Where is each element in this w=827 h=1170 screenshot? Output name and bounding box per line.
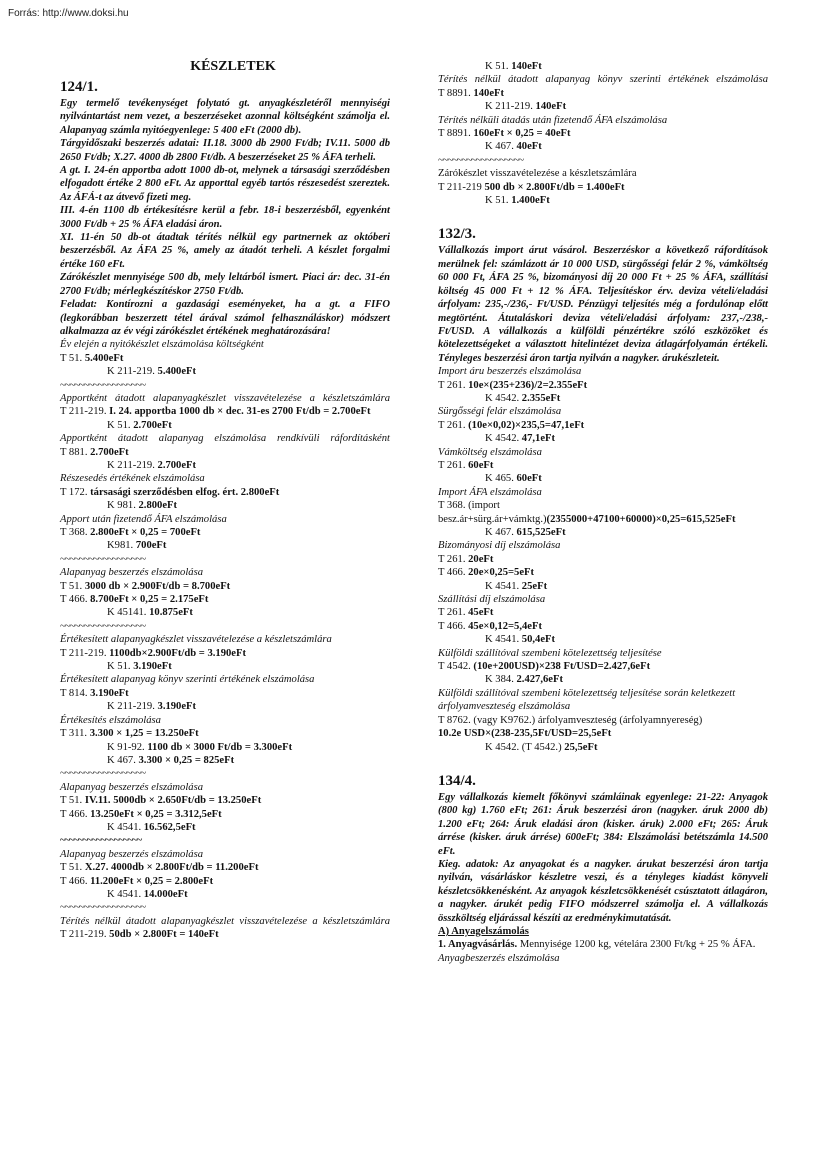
credit-entry [60, 365, 390, 378]
credit-entry [438, 526, 768, 539]
account-code: K 211-219. [107, 701, 158, 713]
account-code: T 311. [60, 728, 90, 740]
account-code: T 261. [438, 607, 469, 619]
amount: 2.800eFt [138, 500, 178, 512]
account-code: T 466. [438, 620, 469, 632]
debit-entry [60, 727, 390, 740]
amount: 20e×0,25=5eFt [468, 567, 535, 579]
account-code: K 51. [107, 661, 134, 673]
amount: 45eFt [468, 607, 494, 619]
debit-entry [60, 647, 390, 660]
amount: 2.700eFt [157, 459, 197, 471]
amount: 1100db×2.900Ft/db = 3.190eFt [109, 647, 246, 659]
amount: 3.190eFt [133, 661, 172, 673]
entry-description: Bizományosi díj elszámolása [438, 540, 561, 552]
debit-entry [438, 181, 768, 194]
account-code: K 4541. [107, 821, 144, 833]
debit-entry [60, 687, 390, 700]
separator: ~~~~~~~~~~~~~~~~~~ [60, 553, 146, 565]
account-code: K 384. [485, 674, 517, 686]
entry-description: Apportként átadott alapanyag elszámolása rendkívüli ráfordításként [60, 433, 390, 445]
entry-description: Részesedés értékének elszámolása [60, 473, 205, 485]
amount: 700eFt [135, 540, 167, 552]
amount: 3.300 × 0,25 = 825eFt [138, 754, 235, 766]
credit-entry [60, 741, 390, 754]
amount: 3.190eFt [157, 701, 197, 713]
entry-description: Térítés nélküli átadás után fizetendő ÁFA elszámolása [438, 114, 668, 126]
amount: 160eFt × 0,25 = 40eFt [473, 128, 571, 140]
debit-entry [60, 593, 390, 606]
amount: 50,4eFt [521, 634, 556, 646]
account-code: T 211-219. [60, 929, 110, 941]
debit-entry [60, 580, 390, 593]
entry-description: Alapanyag beszerzés elszámolása [60, 567, 204, 579]
amount: Mennyisége 1200 kg, vételára 2300 Ft/kg + 25 % ÁFA. [517, 939, 756, 951]
separator: ~~~~~~~~~~~~~~~~~~ [60, 620, 146, 632]
amount: 47,1eFt [521, 433, 556, 445]
entry-description: Térítés nélkül átadott alapanyag könyv szerinti értékének elszámolása [438, 74, 768, 86]
amount: 140eFt [535, 101, 567, 113]
exercise-number: 124/1. [60, 79, 98, 95]
account-code: T 51. [60, 795, 85, 807]
amount: 25,5eFt [564, 741, 598, 753]
entry-description: Térítés nélkül átadott alapanyagkészlet visszavételezése a készletszámlára [60, 915, 390, 927]
task-paragraph: XI. 11-én 50 db-ot átadtak térítés nélkül egy partnernek az októberi beszerzésből. Az ÁFA 25 %, amely az átadót terheli. A készlet forgalmi értéke 160 eFt. [60, 232, 390, 270]
bold-line: 10.2e USD×(238-235,5Ft/USD=25,5eFt [438, 728, 612, 740]
entry-description: Apportként átadott alapanyagkészlet visszavételezése a készletszámlára [60, 392, 390, 404]
account-code: T 172. [60, 486, 91, 498]
account-code: K 51. [107, 419, 134, 431]
account-code: K 4541. [107, 888, 144, 900]
debit-entry [438, 513, 768, 526]
account-code: K 4542. [485, 433, 522, 445]
debit-entry [438, 620, 768, 633]
account-code: K 211-219. [107, 459, 158, 471]
entry-description: Sürgősségi felár elszámolása [438, 406, 562, 418]
account-code: 1. Anyagvásárlás. [438, 939, 518, 951]
amount: I. 24. apportba 1000 db × dec. 31-es 2700 Ft/db = 2.700eFt [109, 406, 371, 418]
amount: (10e+200USD)×238 Ft/USD=2.427,6eFt [473, 661, 651, 673]
debit-entry [60, 861, 390, 874]
debit-entry [60, 794, 390, 807]
account-code: T 211-219 [438, 181, 485, 193]
entry-description: Import ÁFA elszámolása [438, 486, 542, 498]
account-code: K 465. [485, 473, 517, 485]
account-code: T 261. [438, 553, 469, 565]
account-code: T 261. [438, 419, 469, 431]
entry-description: Alapanyag beszerzés elszámolása [60, 781, 204, 793]
amount: 8.700eFt × 0,25 = 2.175eFt [90, 594, 209, 606]
credit-entry [438, 673, 768, 686]
entry-description: Értékesítés elszámolása [60, 714, 161, 726]
amount: 140eFt [511, 61, 542, 72]
amount: 60eFt [516, 473, 542, 485]
credit-entry [60, 888, 390, 901]
source-url: Forrás: http://www.doksi.hu [8, 8, 129, 19]
amount: 2.427,6eFt [516, 674, 563, 686]
section-heading: A) Anyagelszámolás [438, 925, 529, 937]
account-code: K 981. [107, 500, 139, 512]
text-line: T 368. (import [438, 500, 500, 512]
task-paragraph: A gt. I. 24-én apportba adott 1000 db-ot, melynek a társasági szerződésben elfogadott értéke 2 800 eFt. Az apporttal egyéb tartós részesedést szereztek. Az ÁFÁ-t az átvevő fizeti meg. [60, 165, 390, 203]
account-code: T 51. [60, 580, 85, 592]
account-code: T 466. [438, 567, 469, 579]
account-code: K 4542. [485, 392, 522, 404]
account-code: K 45141. [107, 607, 150, 619]
debit-entry [438, 553, 768, 566]
debit-entry [60, 486, 390, 499]
account-code: T 51. [60, 862, 85, 874]
credit-entry [438, 100, 768, 113]
entry-description: Szállítási díj elszámolása [438, 594, 546, 606]
credit-entry [60, 499, 390, 512]
debit-entry [438, 127, 768, 140]
account-code: T 466. [60, 594, 91, 606]
account-code: besz.ár+sürg.ár+vámktg.) [438, 513, 547, 525]
text-line: Zárókészlet visszavételezése a készletszámlára [438, 168, 637, 180]
amount: 3.300 × 1,25 = 13.250eFt [89, 728, 199, 740]
account-code: K 91-92. [107, 741, 148, 753]
amount: 5.400eFt [84, 352, 124, 364]
credit-entry [438, 194, 768, 207]
amount: 2.355eFt [521, 392, 561, 404]
amount: 10e×(235+236)/2=2.355eFt [468, 379, 588, 391]
amount: 3.190eFt [90, 687, 129, 699]
debit-entry [60, 405, 390, 418]
account-code: K 211-219. [485, 101, 536, 113]
separator: ~~~~~~~~~~~~~~~~~~ [60, 768, 146, 780]
account-code: T 466. [60, 875, 91, 887]
amount: társasági szerződésben elfog. ért. 2.800eFt [90, 486, 280, 498]
credit-entry [438, 580, 768, 593]
credit-entry [438, 140, 768, 153]
credit-entry [438, 432, 768, 445]
task-paragraph: Egy termelő tevékenységet folytató gt. anyagkészletéről mennyiségi nyilvántartást nem vezet, a beszerzéseket azonnal költségként számolja el. Alapanyag számla nyitóegyenlege: 5 400 eFt (2000 db). [60, 98, 390, 136]
account-code: T 211-219. [60, 406, 110, 418]
task-paragraph: Egy vállalkozás kiemelt főkönyvi számláinak egyenlege: 21-22: Anyagok (800 kg) 1.760 eFt; 261: Áruk beszerzési áron (nagyker. áruk 2000 db) 1.200 eFt; 264: Áruk eladási áron (kisker. áruk) 2.000 eFt; 265: Áruk árrése (kisker. áruk árrése) 600eFt; 384: Elszámolási betétszámla 14.500 eFt. [438, 791, 768, 857]
account-code: K 4541. [485, 634, 522, 646]
account-code: T 51. [60, 352, 85, 364]
separator: ~~~~~~~~~~~~~~~~~~ [60, 379, 146, 391]
amount: (2355000+47100+60000)×0,25=615,525eFt [546, 513, 736, 525]
amount: IV.11. 5000db × 2.650Ft/db = 13.250eFt [84, 795, 262, 807]
debit-entry [60, 808, 390, 821]
amount: 45e×0,12=5,4eFt [468, 620, 542, 632]
debit-entry [60, 928, 390, 941]
task-paragraph: Tárgyidőszaki beszerzés adatai: II.18. 3000 db 2900 Ft/db; IV.11. 5000 db 2650 Ft/db; X.27. 4000 db 2800 Ft/db. A beszerzéseket 25 % ÁFA terheli. [60, 138, 390, 163]
amount: 615,525eFt [516, 527, 566, 538]
credit-entry [60, 419, 390, 432]
amount: 1100 db × 3000 Ft/db = 3.300eFt [147, 741, 293, 753]
credit-entry [60, 700, 390, 713]
exercise-number: 132/3. [438, 226, 476, 243]
credit-entry [438, 741, 768, 754]
credit-entry [60, 754, 390, 767]
amount: 500 db × 2.800Ft/db = 1.400eFt [484, 181, 625, 193]
item-line [438, 938, 768, 951]
debit-entry [438, 379, 768, 392]
amount: 10.875eFt [149, 607, 193, 619]
account-code: K 467. [107, 754, 139, 766]
amount: 16.562,5eFt [143, 821, 196, 833]
task-paragraph: Vállalkozás import árut vásárol. Beszerzéskor a következő ráfordítások merülnek fel: számlázott ár 10 000 USD, sürgősségi felár 2 %, vámköltség 60 000 Ft, ÁFA 25 %, bizományosi díj 20 000 Ft + 25 % ÁFA, szállítási költség 45 000 Ft + 12 % ÁFA. Teljesítéskor érv. deviza vételi/eladási árfolyam: 235,-/236,- Ft/USD. Pénzügyi teljesítés még a fordulónap előtt megtörtént. Átutaláskori deviza vételi/eladási árfolyam: 237,-/238,- Ft/USD. A vállalkozás a külföldi pénzértékre szóló eszközöket és kötelezettségeket a választott hitelintézet deviza átlagárfolyamán értékeli. Tényleges beszerzési áron tartja nyilván a nagyker. árukészleteit. [438, 245, 768, 364]
account-code: K 51. [485, 195, 512, 207]
debit-entry [60, 352, 390, 365]
amount: 11.200eFt × 0,25 = 2.800eFt [90, 875, 214, 887]
entry-description: Anyagbeszerzés elszámolása [438, 952, 560, 964]
credit-entry [438, 60, 768, 73]
debit-entry [60, 446, 390, 459]
debit-entry [438, 87, 768, 100]
debit-entry [60, 875, 390, 888]
right-flow [438, 60, 768, 965]
account-code: K 467. [485, 141, 517, 153]
task-paragraph: III. 4-én 1100 db értékesítésre kerül a febr. 18-i beszerzésből, egyenként 3000 Ft/db + 25 % ÁFA eladási áron. [60, 205, 390, 230]
account-code: T 881. [60, 446, 91, 458]
amount: 13.250eFt × 0,25 = 3.312,5eFt [90, 808, 222, 820]
credit-entry [60, 660, 390, 673]
entry-description: Alapanyag beszerzés elszámolása [60, 848, 204, 860]
amount: 2.700eFt [133, 419, 172, 431]
account-code: T 261. [438, 379, 469, 391]
entry-description: Év elején a nyitókészlet elszámolása költségként [60, 339, 264, 351]
account-code: T 211-219. [60, 647, 110, 659]
amount: 5.400eFt [157, 366, 197, 378]
account-code: K 211-219. [107, 366, 158, 378]
credit-entry [438, 633, 768, 646]
account-code: K981. [107, 540, 136, 552]
amount: 20eFt [468, 553, 494, 565]
credit-entry [438, 392, 768, 405]
credit-entry [60, 606, 390, 619]
amount: 2.800eFt × 0,25 = 700eFt [90, 527, 201, 538]
amount: X.27. 4000db × 2.800Ft/db = 11.200eFt [84, 862, 259, 874]
debit-entry [438, 459, 768, 472]
entry-description: Értékesített alapanyag könyv szerinti értékének elszámolása [60, 674, 315, 686]
exercise-number: 134/4. [438, 772, 476, 789]
account-code: K 4541. [485, 580, 522, 592]
amount: 2.700eFt [90, 446, 129, 458]
account-code: T 814. [60, 687, 91, 699]
entry-description: Apport után fizetendő ÁFA elszámolása [60, 513, 227, 525]
separator: ~~~~~~~~~~~~~~~~~~ [60, 902, 146, 914]
debit-entry [438, 566, 768, 579]
right-column [438, 60, 768, 965]
account-code: T 368. [60, 527, 91, 538]
entry-description: Import áru beszerzés elszámolása [438, 366, 582, 378]
entry-description: Külföldi szállítóval szembeni kötelezettség teljesítése [438, 647, 662, 659]
credit-entry [438, 472, 768, 485]
spacer [438, 207, 768, 223]
account-code: K 51. [485, 61, 512, 72]
text-line: T 8762. (vagy K9762.) árfolyamveszteség (árfolyamnyereség) [438, 714, 703, 726]
task-paragraph: Kieg. adatok: Az anyagokat és a nagyker. árukat beszerzési áron tartja nyilván, vásárláskor készletre veszi, és a tényleges kiadást könyveli készletcsökkenésként. Az anyagok készletcsökkenését csúsztatott átlagáron, a nagyker. árukét pedig FIFO módszerrel számolja el. A vállalkozás összköltség eljárással készíti az eredménykimutatását. [438, 858, 768, 924]
left-flow [60, 78, 390, 942]
separator: ~~~~~~~~~~~~~~~~~~ [60, 835, 142, 847]
task-paragraph: Zárókészlet mennyisége 500 db, mely leltárból ismert. Piaci ár: dec. 31-én 2700 Ft/db; mérlegkészítéskor 2750 Ft/db. [60, 272, 390, 297]
credit-entry [60, 459, 390, 472]
amount: 3000 db × 2.900Ft/db = 8.700eFt [84, 580, 231, 592]
account-code: T 466. [60, 808, 91, 820]
debit-entry [438, 606, 768, 619]
account-code: T 8891. [438, 128, 474, 140]
amount: 60eFt [468, 459, 494, 471]
amount: 1.400eFt [511, 195, 550, 207]
debit-entry [438, 660, 768, 673]
account-code: T 261. [438, 459, 469, 471]
account-code: K 4542. (T 4542.) [485, 741, 565, 753]
amount: 140eFt [473, 87, 505, 99]
debit-entry [438, 419, 768, 432]
page-title: KÉSZLETEK [190, 59, 276, 74]
entry-description: Értékesített alapanyagkészlet visszavételezése a készletszámlára [60, 634, 332, 646]
entry-description: Külföldi szállítóval szembeni kötelezettség teljesítése során keletkezett árfolyamveszteség elszámolása [438, 687, 736, 713]
amount: 50db × 2.800Ft = 140eFt [109, 929, 219, 941]
account-code: T 4542. [438, 661, 474, 673]
credit-entry [60, 821, 390, 834]
debit-entry [60, 526, 390, 539]
amount: 14.000eFt [143, 888, 188, 900]
left-column [60, 58, 390, 942]
separator: ~~~~~~~~~~~~~~~~~~ [438, 154, 524, 166]
amount: 40eFt [516, 141, 542, 153]
task-paragraph: Feladat: Kontírozni a gazdasági eseményeket, ha a gt. a FIFO (legkorábban beszerzett tétel árával számol felhasználáskor) módszert alkalmazza az év végi zárókészlet értékének meghatározására! [60, 299, 390, 337]
credit-entry [60, 539, 390, 552]
amount: (10e×0,02)×235,5=47,1eFt [468, 419, 585, 431]
spacer [438, 754, 768, 770]
entry-description: Vámköltség elszámolása [438, 446, 542, 458]
account-code: K 467. [485, 527, 517, 538]
amount: 25eFt [521, 580, 548, 592]
account-code: T 8891. [438, 87, 474, 99]
